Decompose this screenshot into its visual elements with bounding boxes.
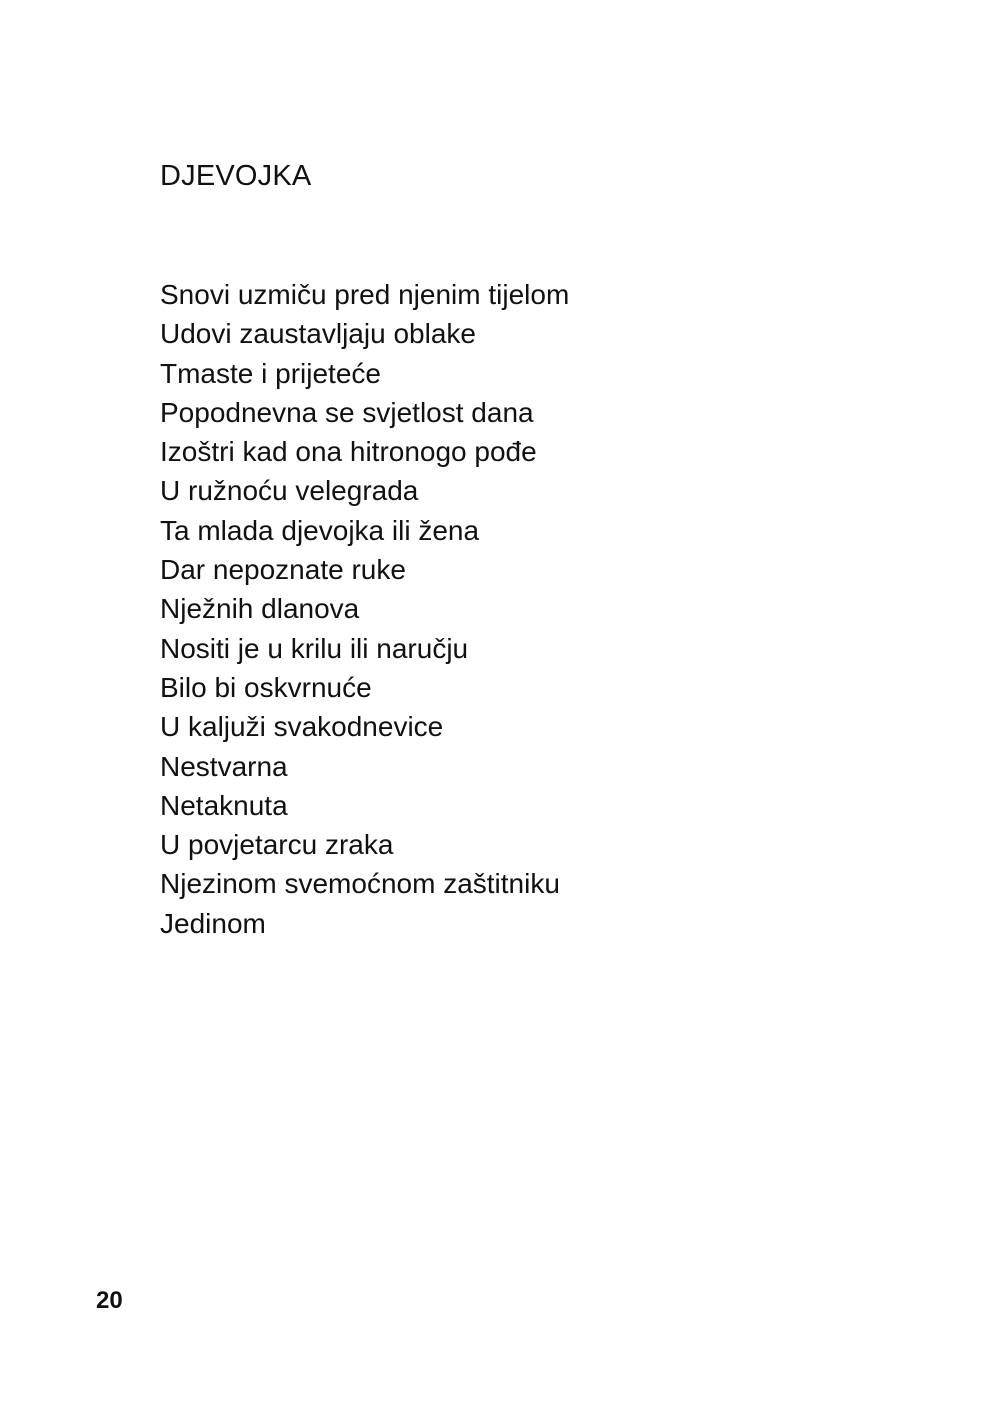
poem-line: Jedinom [160, 907, 266, 939]
page-number: 20 [96, 1287, 123, 1314]
poem-line: U ružnoću velegrada [160, 475, 419, 507]
poem-line: U kaljuži svakodnevice [160, 711, 444, 743]
poem-line: Udovi zaustavljaju oblake [160, 318, 476, 350]
poem-line: Snovi uzmiču pred njenim tijelom [160, 279, 570, 310]
poem-line: Ta mlada djevojka ili žena [160, 514, 480, 546]
poem-line: Izoštri kad ona hitronogo pođe [160, 436, 537, 468]
poem-line: Dar nepoznate ruke [160, 554, 406, 586]
poem-line: Njezinom svemoćnom zaštitniku [160, 868, 560, 900]
poem-line: Bilo bi oskvrnuće [160, 671, 372, 703]
poem-line: Nestvarna [160, 750, 288, 782]
poem-title: DJEVOJKA [160, 160, 312, 192]
poem-line: Nositi je u krilu ili naručju [160, 632, 469, 664]
poem-line: Nježnih dlanova [160, 593, 360, 625]
poem-line: Tmaste i prijeteće [160, 357, 381, 389]
poem-line: Netaknuta [160, 789, 288, 821]
poem-line: Popodnevna se svjetlost dana [160, 396, 534, 428]
poem-body [160, 275, 569, 943]
poem-line: U povjetarcu zraka [160, 829, 394, 861]
